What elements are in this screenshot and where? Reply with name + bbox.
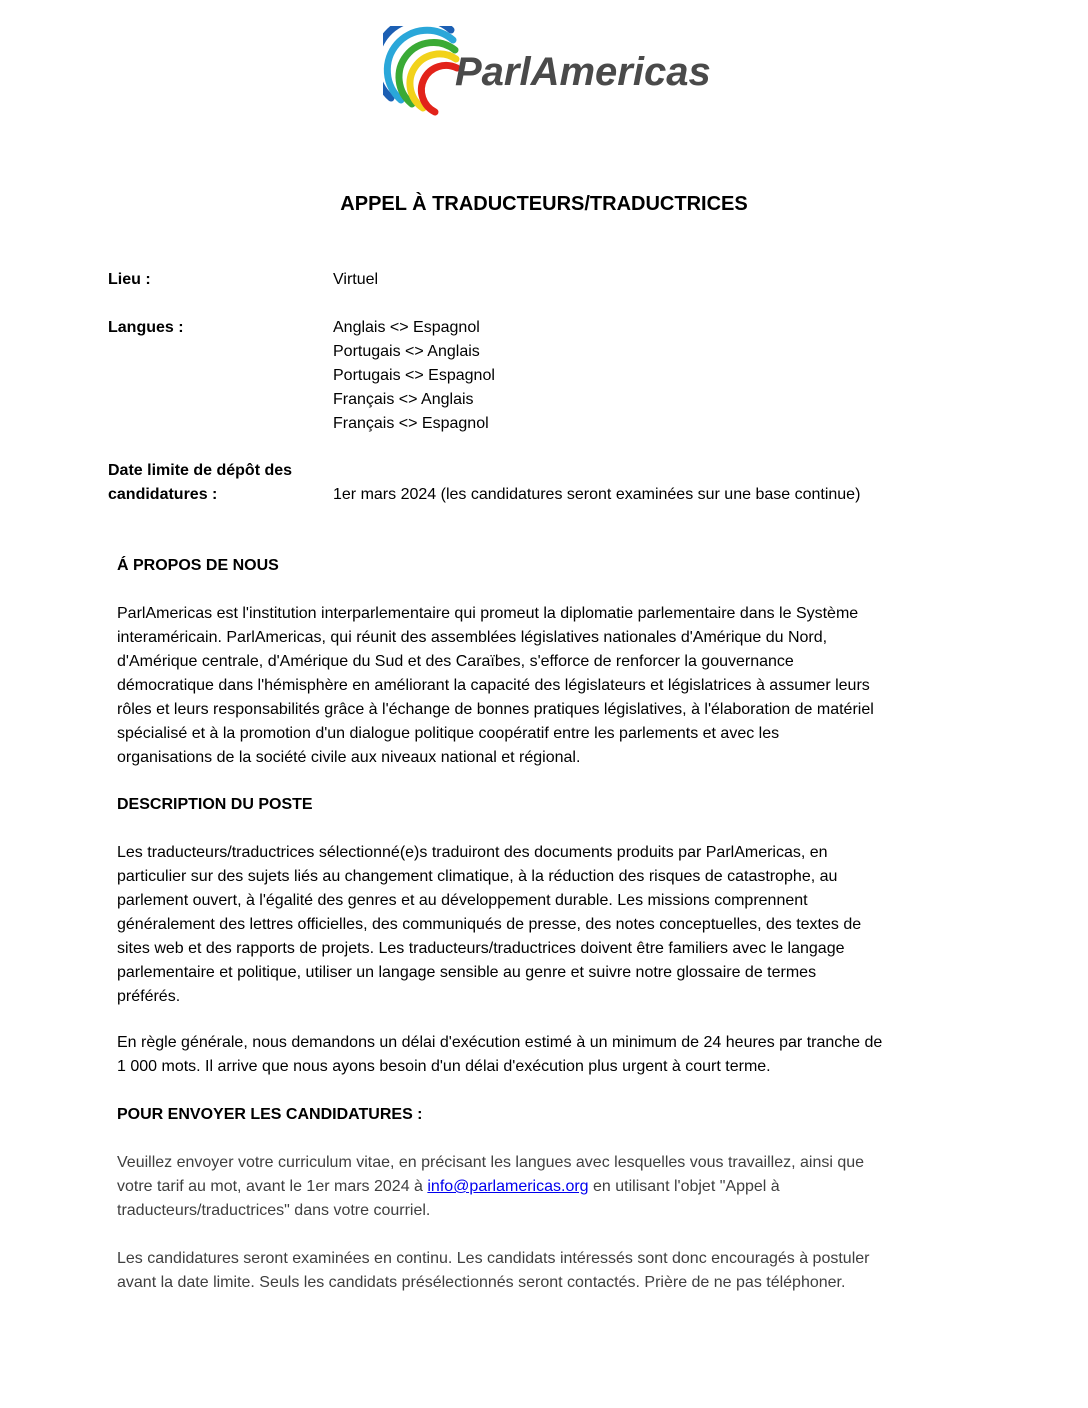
date-value: 1er mars 2024 (les candidatures seront examinées sur une base continue) [333, 486, 861, 503]
text-line: ParlAmericas est l'institution interparlementaire qui promeut la diplomatie parlementaire dans le Système [117, 605, 859, 622]
text-line: Les traducteurs/traductrices sélectionné(e)s traduiront des documents produits par ParlAmericas, en [117, 844, 828, 861]
text-segment: votre tarif au mot, avant le 1er mars 2024 à [117, 1178, 428, 1195]
about-heading: Á PROPOS DE NOUS [117, 557, 279, 574]
text-line-with-email [117, 1175, 983, 1199]
text-line: parlement ouvert, à l'égalité des genres et au développement durable. Les missions comprennent [117, 892, 808, 909]
description-heading: DESCRIPTION DU POSTE [117, 796, 313, 813]
lieu-label: Lieu : [108, 271, 151, 288]
about-paragraph [117, 602, 983, 770]
final-paragraph [117, 1247, 983, 1295]
lieu-value: Virtuel [333, 271, 379, 288]
text-line: rôles et leurs responsabilités grâce à l'échange de bonnes pratiques législatives, à l'élaboration de matériel [117, 701, 874, 718]
langues-label: Langues : [108, 319, 184, 336]
text-line: d'Amérique centrale, d'Amérique du Sud et des Caraïbes, s'efforce de renforcer la gouvernance [117, 653, 794, 670]
apply-heading: POUR ENVOYER LES CANDIDATURES : [117, 1106, 423, 1123]
text-line: préférés. [117, 988, 181, 1005]
text-line: En règle générale, nous demandons un délai d'exécution estimé à un minimum de 24 heures par tranche de [117, 1034, 883, 1051]
text-line: généralement des lettres officielles, des communiqués de presse, des notes conceptuelles, des textes de [117, 916, 862, 933]
text-segment: en utilisant l'objet "Appel à [588, 1178, 780, 1195]
langue-item: Portugais <> Anglais [333, 343, 480, 360]
text-line: particulier sur des sujets liés au changement climatique, à la réduction des risques de catastrophe, au [117, 868, 838, 885]
page-title: APPEL À TRADUCTEURS/TRADUCTRICES [340, 193, 748, 215]
text-line: parlementaire et politique, utiliser un langage sensible au genre et suivre notre glossaire de termes [117, 964, 817, 981]
text-line: traducteurs/traductrices" dans votre courriel. [117, 1202, 431, 1219]
text-line: Veuillez envoyer votre curriculum vitae, en précisant les langues avec lesquelles vous travaillez, ainsi que [117, 1154, 865, 1171]
text-line: organisations de la société civile aux niveaux national et régional. [117, 749, 581, 766]
description-paragraph-2 [117, 1031, 983, 1079]
text-line: sites web et des rapports de projets. Les traducteurs/traductrices doivent être familiers avec le langage [117, 940, 845, 957]
langue-item: Français <> Espagnol [333, 415, 489, 432]
text-line: 1 000 mots. Il arrive que nous ayons besoin d'un délai d'exécution plus urgent à court terme. [117, 1058, 771, 1075]
langue-item: Français <> Anglais [333, 391, 474, 408]
date-label-line1: Date limite de dépôt des [108, 462, 293, 479]
langue-item: Anglais <> Espagnol [333, 319, 480, 336]
email-link[interactable]: info@parlamericas.org [427, 1178, 589, 1195]
logo-wordmark: ParlAmericas [455, 50, 711, 94]
text-line: interaméricain. ParlAmericas, qui réunit des assemblées législatives nationales d'Amérique du Nord, [117, 629, 828, 646]
langue-item: Portugais <> Espagnol [333, 367, 495, 384]
description-paragraph-1 [117, 841, 983, 1009]
text-line: démocratique dans l'hémisphère en améliorant la capacité des législateurs et législatrices à assumer leurs [117, 677, 870, 694]
parlamericas-logo [383, 26, 743, 122]
text-line: spécialisé et à la promotion d'un dialogue politique coopératif entre les parlements et avec les [117, 725, 780, 742]
text-line: Les candidatures seront examinées en continu. Les candidats intéressés sont donc encouragés à postuler [117, 1250, 870, 1267]
apply-paragraph [117, 1151, 983, 1223]
date-label-line2: candidatures : [108, 486, 218, 503]
langues-list [333, 316, 495, 436]
text-line: avant la date limite. Seuls les candidats présélectionnés seront contactés. Prière de ne pas téléphoner. [117, 1274, 846, 1291]
